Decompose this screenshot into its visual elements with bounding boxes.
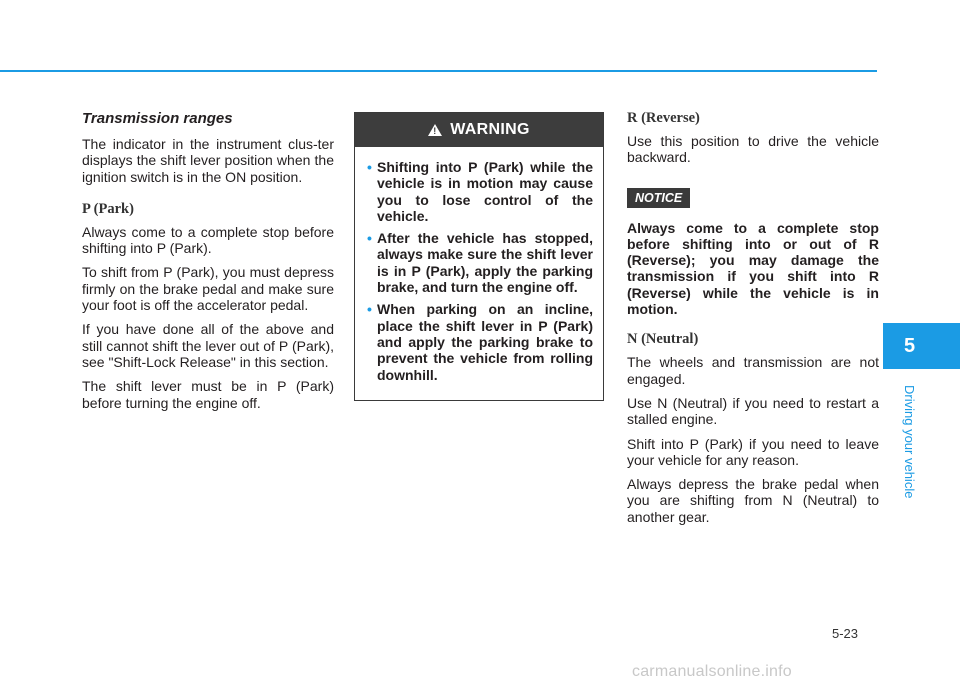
bullet-icon: • [367,159,372,175]
reverse-heading: R (Reverse) [627,110,700,126]
notice-text: Always come to a complete stop before shifting into or out of R (Reverse); you may damage the transmission if you shift into R (Reverse) while the vehicle is in motion. [627,219,879,318]
park-heading: P (Park) [82,200,134,217]
bullet-icon: • [367,230,372,247]
warning-box [354,112,604,401]
warning-triangle-icon [428,124,442,136]
warning-item: • After the vehicle has stopped, always make sure the shift lever is in P (Park), apply the parking brake, and turn the engine off. [367,230,593,296]
reverse-paragraph: Use this position to drive the vehicle backward. [627,133,879,166]
warning-item: • When parking on an incline, place the shift lever in P (Park) and apply the parking brake to prevent the vehicle from rolling downhill. [367,301,593,383]
top-rule [0,70,877,72]
neutral-paragraph-2: Use N (Neutral) if you need to restart a stalled engine. [627,394,879,428]
park-paragraph-2: To shift from P (Park), you must depress firmly on the brake pedal and make sure your foot is off the accelerator pedal. [82,264,334,314]
park-paragraph-3: If you have done all of the above and still cannot shift the lever out of P (Park), see "Shift-Lock Release" in this section. [82,321,334,370]
intro-paragraph: The indicator in the instrument clus-ter displays the shift lever position when the ignition switch is in the ON position. [82,136,334,185]
right-column [627,110,879,533]
warning-list [355,147,603,383]
warning-title: WARNING [450,121,530,138]
park-paragraph-1: Always come to a complete stop before shifting into P (Park). [82,223,334,257]
chapter-tab: 5 [883,323,960,369]
bullet-icon: • [367,301,372,318]
left-column [82,110,334,419]
page-number: 5-23 [832,626,859,641]
neutral-heading: N (Neutral) [627,331,699,348]
park-paragraph-4: The shift lever must be in P (Park) before turning the engine off. [82,378,334,411]
warning-header [355,113,603,147]
section-heading: Transmission ranges [82,110,233,127]
notice-badge: NOTICE [627,188,690,208]
watermark: carmanualsonline.info [632,663,792,680]
neutral-paragraph-3: Shift into P (Park) if you need to leave your vehicle for any reason. [627,435,879,468]
warning-item: • Shifting into P (Park) while the vehicle is in motion may cause you to lose control of the vehicle. [367,159,593,224]
neutral-paragraph-4: Always depress the brake pedal when you are shifting from N (Neutral) to another gear. [627,476,879,525]
neutral-paragraph-1: The wheels and transmission are not engaged. [627,354,879,387]
chapter-label [903,385,917,505]
chapter-label-text: Driving your vehicle [902,385,917,499]
